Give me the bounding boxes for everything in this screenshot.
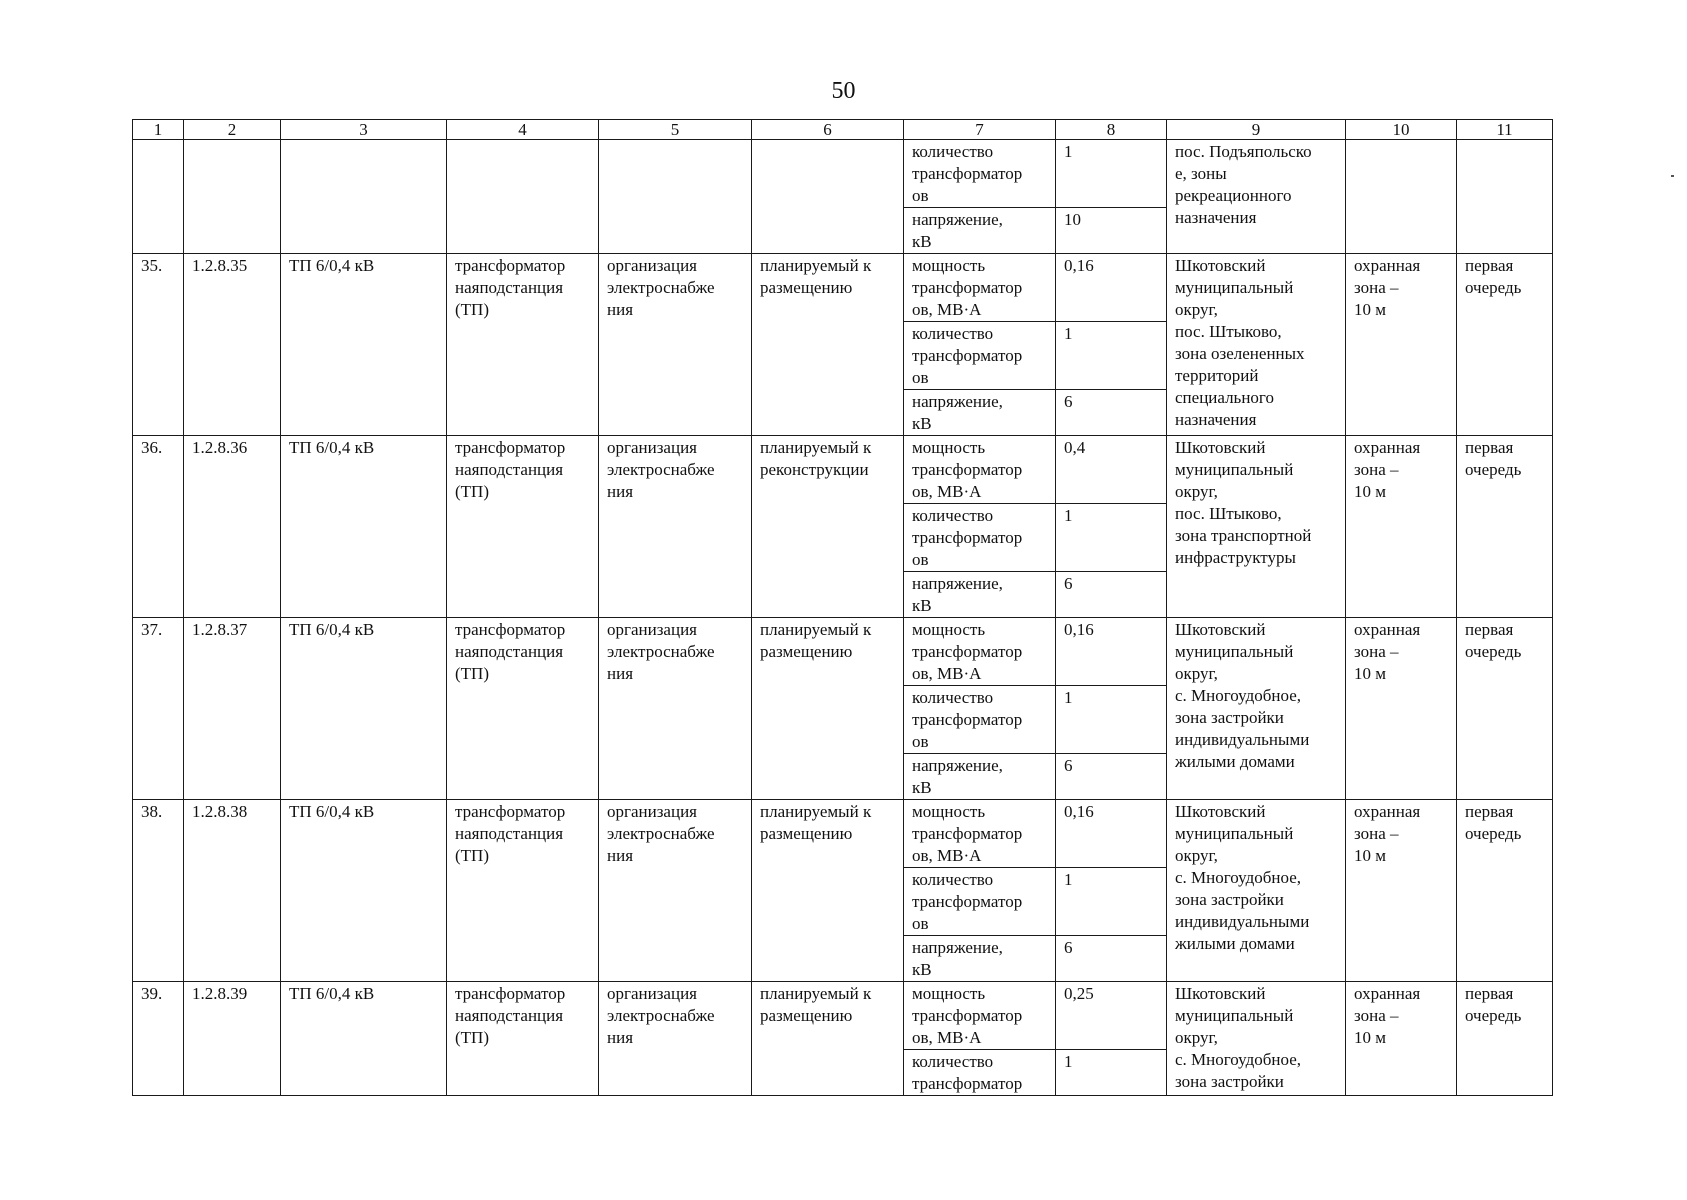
- param-value-cell: 0,16: [1056, 254, 1167, 322]
- status-cell: планируемый к размещению: [752, 618, 904, 800]
- purpose-cell: организация электроснабже ния: [599, 618, 752, 800]
- param-value-cell: 1: [1056, 1050, 1167, 1096]
- col-header: 4: [447, 120, 599, 140]
- type-cell: трансформатор наяподстанция (ТП): [447, 800, 599, 982]
- name-cell: ТП 6/0,4 кВ: [281, 982, 447, 1096]
- col-header: 9: [1167, 120, 1346, 140]
- param-value-cell: 1: [1056, 140, 1167, 208]
- zone-cell: охранная зона – 10 м: [1346, 618, 1457, 800]
- location-cell: пос. Подъяпольско е, зоны рекреационного назначения: [1167, 140, 1346, 254]
- location-cell: Шкотовский муниципальный округ, пос. Штыково, зона озелененных территорий специального назначения: [1167, 254, 1346, 436]
- param-value-cell: 0,4: [1056, 436, 1167, 504]
- param-name-cell: количество трансформатор ов: [904, 140, 1056, 208]
- purpose-cell: организация электроснабже ния: [599, 800, 752, 982]
- stage-cell: первая очередь: [1457, 618, 1553, 800]
- param-value-cell: 1: [1056, 868, 1167, 936]
- param-value-cell: 6: [1056, 572, 1167, 618]
- param-value-cell: 6: [1056, 390, 1167, 436]
- param-name-cell: напряжение, кВ: [904, 754, 1056, 800]
- param-name-cell: мощность трансформатор ов, МВ·А: [904, 618, 1056, 686]
- param-name-cell: количество трансформатор ов: [904, 686, 1056, 754]
- status-cell: [752, 140, 904, 254]
- table-row: [133, 140, 1553, 208]
- status-cell: планируемый к реконструкции: [752, 436, 904, 618]
- name-cell: ТП 6/0,4 кВ: [281, 436, 447, 618]
- param-name-cell: напряжение, кВ: [904, 572, 1056, 618]
- num-cell: [133, 140, 184, 254]
- location-cell: Шкотовский муниципальный округ, с. Многоудобное, зона застройки индивидуальными жилыми домами: [1167, 800, 1346, 982]
- code-cell: 1.2.8.38: [184, 800, 281, 982]
- param-name-cell: количество трансформатор ов: [904, 322, 1056, 390]
- location-cell: Шкотовский муниципальный округ, с. Многоудобное, зона застройки: [1167, 982, 1346, 1096]
- col-header: 6: [752, 120, 904, 140]
- table-row: [133, 618, 1553, 686]
- col-header: 7: [904, 120, 1056, 140]
- param-name-cell: напряжение, кВ: [904, 208, 1056, 254]
- type-cell: трансформатор наяподстанция (ТП): [447, 982, 599, 1096]
- zone-cell: охранная зона – 10 м: [1346, 254, 1457, 436]
- scan-mark: [1671, 175, 1674, 177]
- type-cell: трансформатор наяподстанция (ТП): [447, 254, 599, 436]
- param-value-cell: 1: [1056, 504, 1167, 572]
- header-row: [133, 120, 1553, 140]
- row-number-cell: 36.: [133, 436, 184, 618]
- name-cell: ТП 6/0,4 кВ: [281, 800, 447, 982]
- param-value-cell: 6: [1056, 754, 1167, 800]
- location-cell: Шкотовский муниципальный округ, пос. Штыково, зона транспортной инфраструктуры: [1167, 436, 1346, 618]
- row-number-cell: 37.: [133, 618, 184, 800]
- param-value-cell: 1: [1056, 686, 1167, 754]
- stage-cell: [1457, 140, 1553, 254]
- row-number-cell: 35.: [133, 254, 184, 436]
- param-value-cell: 0,16: [1056, 618, 1167, 686]
- purpose-cell: организация электроснабже ния: [599, 254, 752, 436]
- param-value-cell: 1: [1056, 322, 1167, 390]
- col-header: 3: [281, 120, 447, 140]
- col-header: 8: [1056, 120, 1167, 140]
- purpose-cell: [599, 140, 752, 254]
- param-name-cell: напряжение, кВ: [904, 390, 1056, 436]
- param-name-cell: количество трансформатор ов: [904, 504, 1056, 572]
- param-value-cell: 0,25: [1056, 982, 1167, 1050]
- type-cell: трансформатор наяподстанция (ТП): [447, 618, 599, 800]
- location-cell: Шкотовский муниципальный округ, с. Многоудобное, зона застройки индивидуальными жилыми домами: [1167, 618, 1346, 800]
- param-name-cell: мощность трансформатор ов, МВ·А: [904, 982, 1056, 1050]
- table-row: [133, 436, 1553, 504]
- table-row: [133, 982, 1553, 1050]
- type-cell: [447, 140, 599, 254]
- zone-cell: охранная зона – 10 м: [1346, 800, 1457, 982]
- col-header: 5: [599, 120, 752, 140]
- param-name-cell: мощность трансформатор ов, МВ·А: [904, 800, 1056, 868]
- register-table: [132, 119, 1553, 1096]
- col-header: 10: [1346, 120, 1457, 140]
- param-name-cell: количество трансформатор: [904, 1050, 1056, 1096]
- param-name-cell: мощность трансформатор ов, МВ·А: [904, 436, 1056, 504]
- param-value-cell: 6: [1056, 936, 1167, 982]
- col-header: 1: [133, 120, 184, 140]
- code-cell: 1.2.8.39: [184, 982, 281, 1096]
- code-cell: [184, 140, 281, 254]
- col-header: 2: [184, 120, 281, 140]
- table-row: [133, 254, 1553, 322]
- table-row: [133, 800, 1553, 868]
- status-cell: планируемый к размещению: [752, 254, 904, 436]
- code-cell: 1.2.8.36: [184, 436, 281, 618]
- zone-cell: [1346, 140, 1457, 254]
- row-number-cell: 38.: [133, 800, 184, 982]
- code-cell: 1.2.8.37: [184, 618, 281, 800]
- stage-cell: первая очередь: [1457, 982, 1553, 1096]
- status-cell: планируемый к размещению: [752, 800, 904, 982]
- status-cell: планируемый к размещению: [752, 982, 904, 1096]
- zone-cell: охранная зона – 10 м: [1346, 436, 1457, 618]
- name-cell: ТП 6/0,4 кВ: [281, 254, 447, 436]
- purpose-cell: организация электроснабже ния: [599, 982, 752, 1096]
- param-value-cell: 0,16: [1056, 800, 1167, 868]
- stage-cell: первая очередь: [1457, 254, 1553, 436]
- type-cell: трансформатор наяподстанция (ТП): [447, 436, 599, 618]
- row-number-cell: 39.: [133, 982, 184, 1096]
- param-name-cell: мощность трансформатор ов, МВ·А: [904, 254, 1056, 322]
- purpose-cell: организация электроснабже ния: [599, 436, 752, 618]
- zone-cell: охранная зона – 10 м: [1346, 982, 1457, 1096]
- col-header: 11: [1457, 120, 1553, 140]
- code-cell: 1.2.8.35: [184, 254, 281, 436]
- param-name-cell: напряжение, кВ: [904, 936, 1056, 982]
- page-number: 50: [831, 78, 856, 104]
- name-cell: [281, 140, 447, 254]
- stage-cell: первая очередь: [1457, 800, 1553, 982]
- param-value-cell: 10: [1056, 208, 1167, 254]
- param-name-cell: количество трансформатор ов: [904, 868, 1056, 936]
- name-cell: ТП 6/0,4 кВ: [281, 618, 447, 800]
- stage-cell: первая очередь: [1457, 436, 1553, 618]
